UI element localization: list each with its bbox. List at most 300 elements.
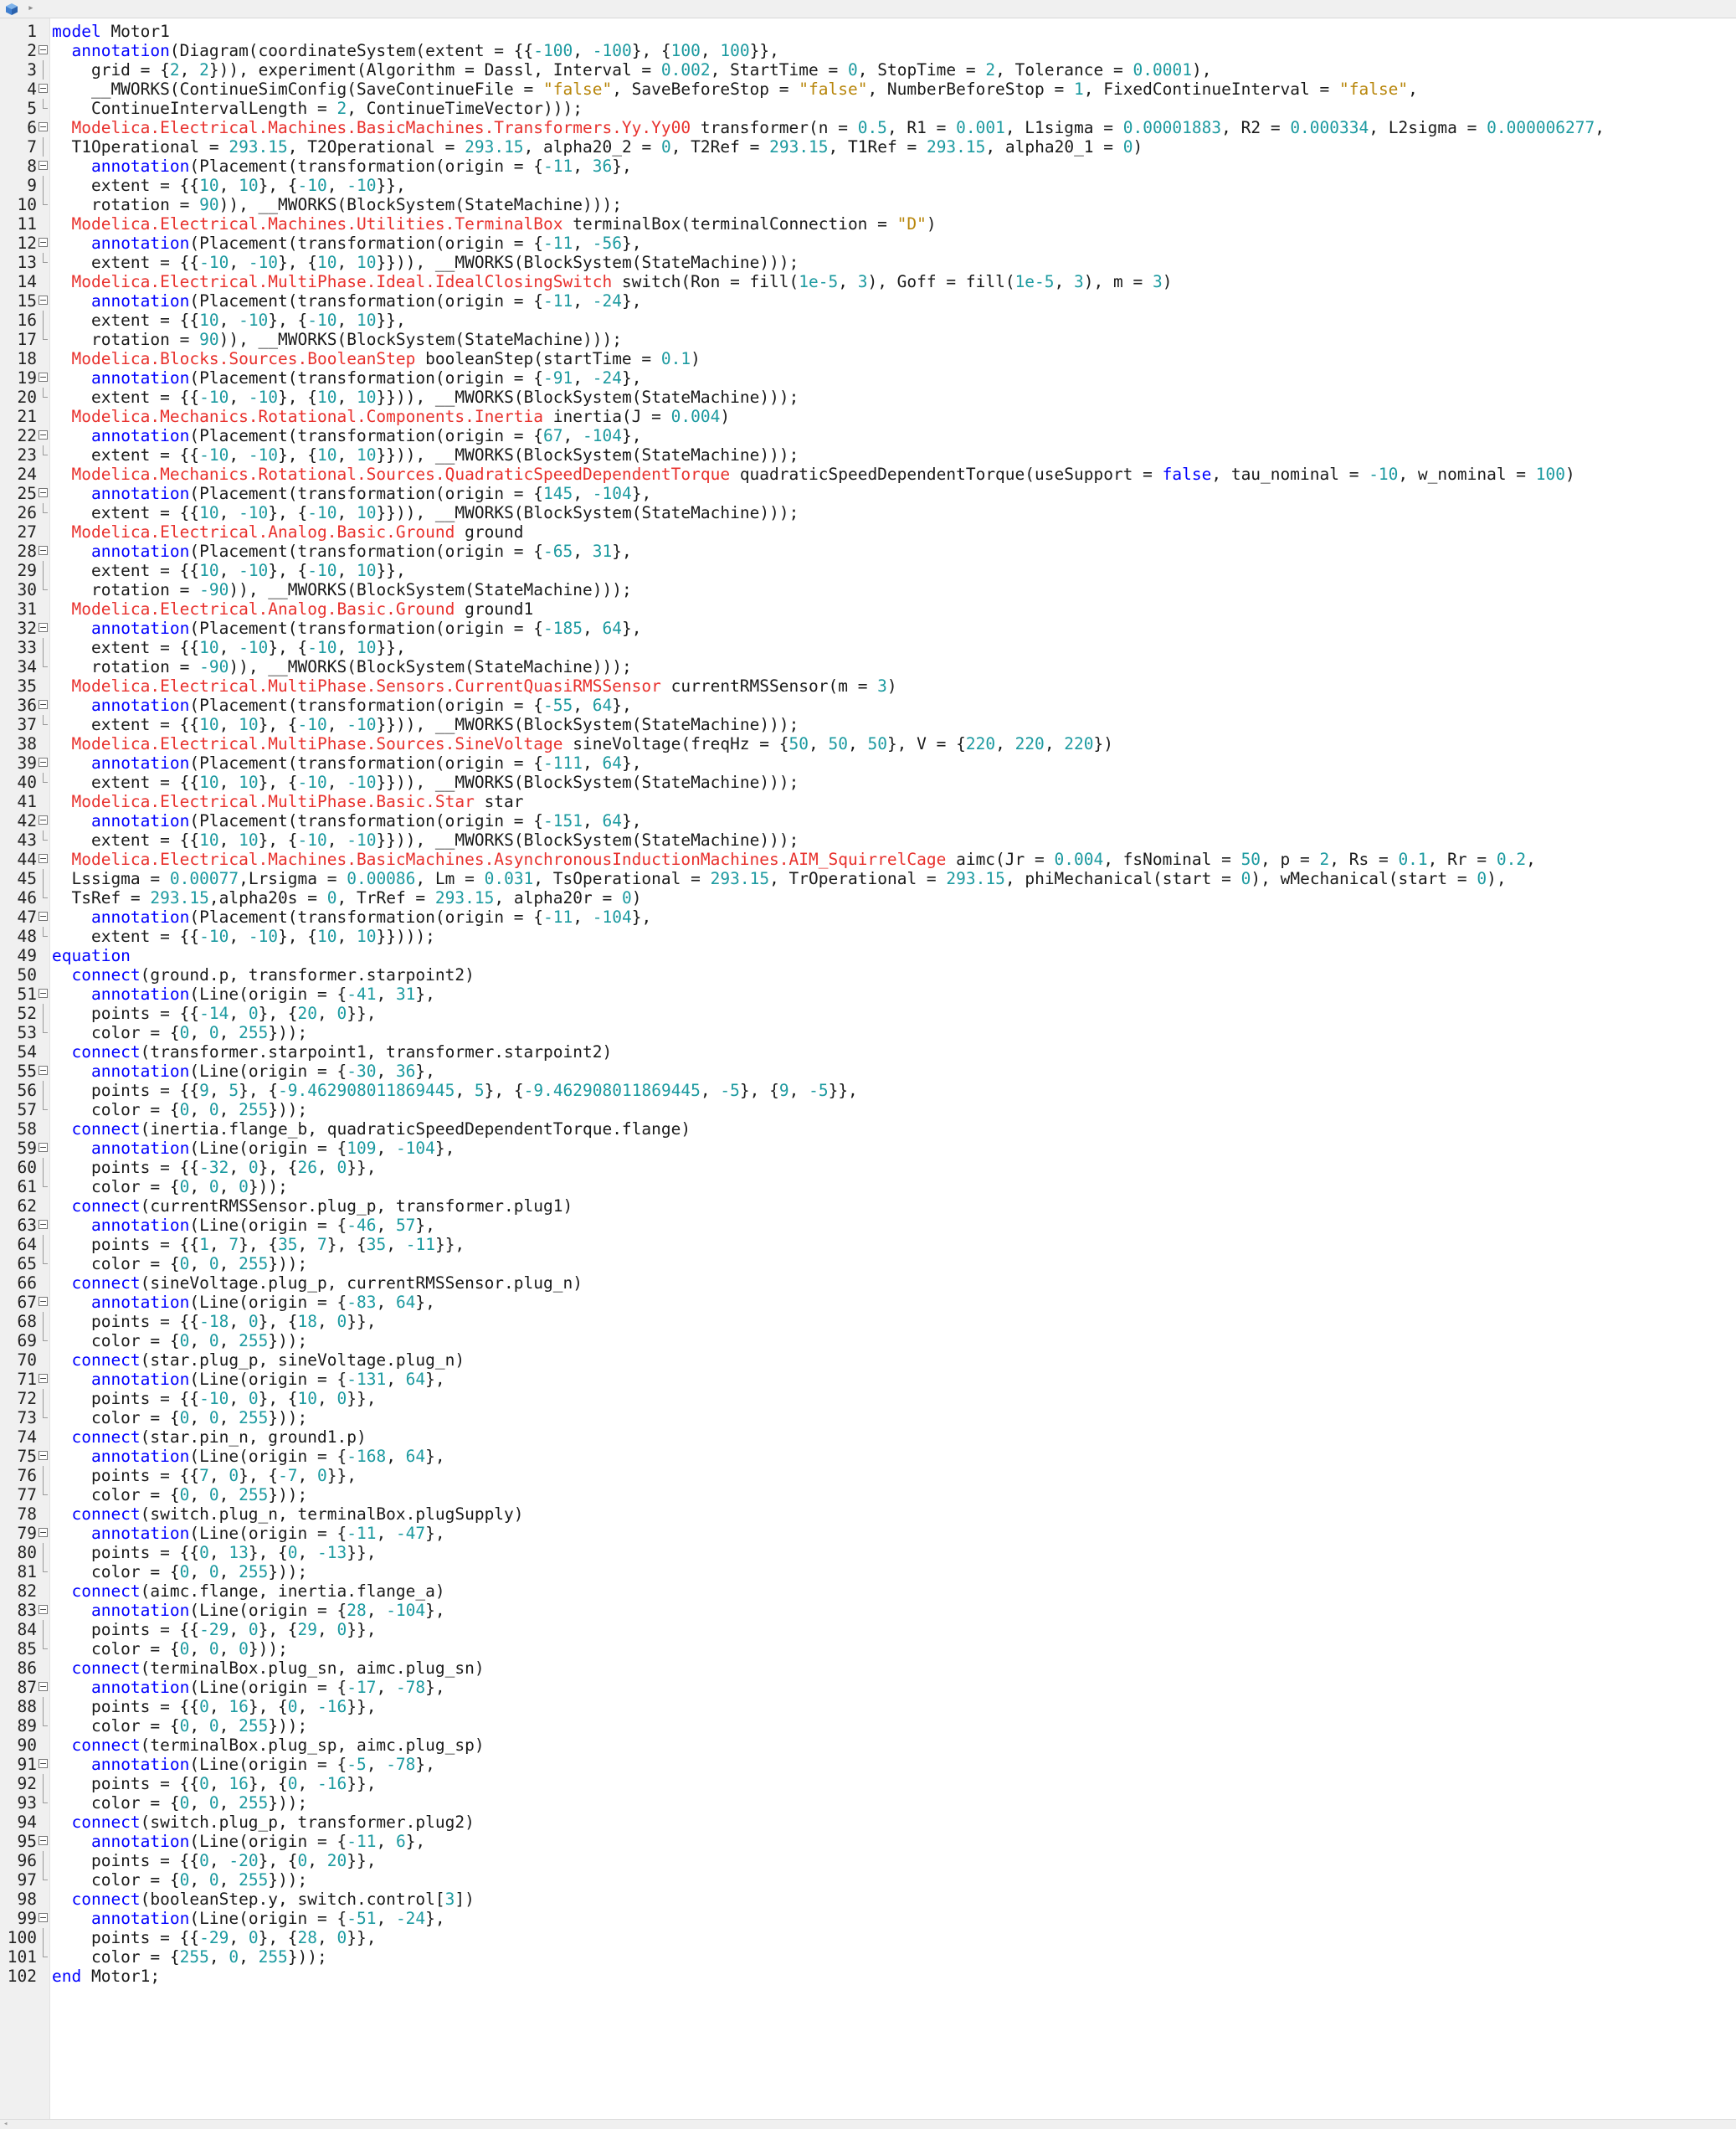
fold-guide [43, 1023, 44, 1033]
code-line[interactable] [0, 1370, 1736, 1389]
code-line[interactable] [0, 1331, 1736, 1350]
line-number: 25 [17, 484, 37, 503]
line-number: 49 [17, 946, 37, 965]
fold-guide [43, 1947, 44, 1957]
code-text: annotation(Line(origin = {-51, -24}, [90, 1909, 445, 1928]
line-number: 18 [17, 349, 37, 368]
line-number: 20 [17, 388, 37, 407]
code-line[interactable] [0, 638, 1736, 657]
code-text: points = {{9, 5}, {-9.462908011869445, 5}, {-9.462908011869445, -5}, {9, -5}}, [52, 1081, 858, 1100]
code-text: color = {0, 0, 255})); [52, 1023, 308, 1042]
fold-toggle-icon[interactable]: − [39, 699, 48, 710]
code-line[interactable] [0, 291, 1736, 311]
code-text: Modelica.Mechanics.Rotational.Components.Inertia inertia(J = 0.004) [71, 407, 731, 426]
code-line[interactable] [0, 715, 1736, 734]
code-text: __MWORKS(ContinueSimConfig(SaveContinueFile = "false", SaveBeforeStop = "false", NumberBeforeStop = 1, FixedContinueInterval = "false", [52, 80, 1418, 99]
line-number: 67 [17, 1293, 37, 1312]
fold-guide [43, 1485, 44, 1495]
fold-toggle-icon[interactable]: − [39, 1065, 48, 1076]
code-line[interactable] [0, 1967, 1736, 1986]
line-number: 77 [17, 1485, 37, 1504]
code-line[interactable] [0, 1832, 1736, 1851]
code-line[interactable] [0, 811, 1736, 831]
code-line[interactable] [0, 927, 1736, 946]
code-line[interactable] [0, 407, 1736, 426]
code-line[interactable] [0, 561, 1736, 580]
code-text: points = {{0, 16}, {0, -16}}, [52, 1697, 377, 1716]
code-line[interactable] [0, 850, 1736, 869]
code-line[interactable] [0, 1678, 1736, 1697]
code-text: grid = {2, 2})), experiment(Algorithm = Dassl, Interval = 0.002, StartTime = 0, StopTime = 2, Tolerance = 0.0001), [52, 60, 1212, 80]
code-line[interactable] [0, 1813, 1736, 1832]
code-line[interactable] [0, 1562, 1736, 1581]
code-line[interactable] [0, 1543, 1736, 1562]
code-line[interactable] [0, 1004, 1736, 1023]
code-line[interactable] [0, 657, 1736, 676]
code-line[interactable] [0, 60, 1736, 80]
code-line[interactable] [0, 869, 1736, 888]
code-text: annotation(Placement(transformation(origin = {-91, -24}, [90, 368, 642, 388]
fold-toggle-icon[interactable]: − [39, 429, 48, 440]
code-text: annotation(Line(origin = {-131, 64}, [90, 1370, 445, 1389]
code-line[interactable] [0, 157, 1736, 176]
code-text: equation [52, 946, 131, 965]
fold-guide [43, 561, 44, 580]
chevron-right-icon[interactable]: ▸ [28, 2, 34, 14]
line-number: 39 [17, 753, 37, 773]
code-line[interactable] [0, 734, 1736, 753]
horizontal-scrollbar[interactable] [0, 2119, 1736, 2129]
code-line[interactable] [0, 484, 1736, 503]
code-text: extent = {{10, 10}, {-10, -10}})), __MWORKS(BlockSystem(StateMachine))); [52, 831, 799, 850]
fold-guide [43, 657, 44, 667]
line-number: 8 [27, 157, 37, 176]
line-number: 86 [17, 1658, 37, 1678]
line-number: 83 [17, 1601, 37, 1620]
code-text: annotation(Line(origin = {-41, 31}, [90, 985, 435, 1004]
code-text: annotation(Line(origin = {-11, -47}, [90, 1524, 445, 1543]
code-line[interactable] [0, 1504, 1736, 1524]
code-editor[interactable] [0, 22, 1736, 1986]
fold-guide [43, 831, 44, 841]
fold-toggle-icon[interactable]: − [39, 545, 48, 556]
code-line[interactable] [0, 426, 1736, 445]
code-text: connect(booleanStep.y, switch.control[3]) [71, 1890, 475, 1909]
code-text: Modelica.Electrical.MultiPhase.Basic.Star star [71, 792, 524, 811]
line-number: 76 [17, 1466, 37, 1485]
code-line[interactable] [0, 1408, 1736, 1427]
code-text: extent = {{10, 10}, {-10, -10}}, [52, 176, 406, 195]
code-line[interactable] [0, 1100, 1736, 1119]
code-text: annotation(Placement(transformation(origin = {-65, 31}, [90, 542, 632, 561]
fold-guide [43, 1235, 44, 1254]
code-line[interactable] [0, 1870, 1736, 1890]
fold-toggle-icon[interactable]: − [39, 1142, 48, 1153]
fold-guide [43, 927, 44, 937]
line-number: 60 [17, 1158, 37, 1177]
fold-guide [43, 1562, 44, 1572]
code-text: annotation(Placement(transformation(origin = {-11, -104}, [90, 908, 652, 927]
code-line[interactable] [0, 214, 1736, 234]
code-line[interactable] [0, 1639, 1736, 1658]
code-line[interactable] [0, 1774, 1736, 1793]
line-number: 46 [17, 888, 37, 908]
line-number: 95 [17, 1832, 37, 1851]
code-text: Modelica.Electrical.Machines.Utilities.TerminalBox terminalBox(terminalConnection = "D") [71, 214, 937, 234]
code-text: points = {{0, 13}, {0, -13}}, [52, 1543, 377, 1562]
code-text: points = {{7, 0}, {-7, 0}}, [52, 1466, 357, 1485]
code-line[interactable] [0, 522, 1736, 542]
line-number: 89 [17, 1716, 37, 1736]
line-number: 43 [17, 831, 37, 850]
code-line[interactable] [0, 503, 1736, 522]
code-line[interactable] [0, 1755, 1736, 1774]
code-line[interactable] [0, 1254, 1736, 1273]
fold-toggle-icon[interactable]: − [39, 1219, 48, 1230]
line-number: 85 [17, 1639, 37, 1658]
line-number: 92 [17, 1774, 37, 1793]
line-number: 70 [17, 1350, 37, 1370]
line-number: 7 [27, 137, 37, 157]
code-text: extent = {{10, 10}, {-10, -10}})), __MWORKS(BlockSystem(StateMachine))); [52, 773, 799, 792]
line-number: 91 [17, 1755, 37, 1774]
fold-guide [43, 1100, 44, 1110]
line-number: 6 [27, 118, 37, 137]
fold-guide [43, 1716, 44, 1726]
code-text: annotation(Placement(transformation(origin = {67, -104}, [90, 426, 642, 445]
code-text: rotation = 90)), __MWORKS(BlockSystem(StateMachine))); [52, 330, 622, 349]
line-number: 54 [17, 1042, 37, 1062]
code-text: annotation(Placement(transformation(origin = {-11, -56}, [90, 234, 642, 253]
code-line[interactable] [0, 1947, 1736, 1967]
code-line[interactable] [0, 1196, 1736, 1216]
code-line[interactable] [0, 137, 1736, 157]
code-text: points = {{-14, 0}, {20, 0}}, [52, 1004, 377, 1023]
code-line[interactable] [0, 465, 1736, 484]
code-text: annotation(Line(origin = {-17, -78}, [90, 1678, 445, 1697]
fold-toggle-icon[interactable]: − [39, 44, 48, 55]
code-text: rotation = -90)), __MWORKS(BlockSystem(StateMachine))); [52, 580, 632, 599]
fold-toggle-icon[interactable]: − [39, 121, 48, 132]
code-line[interactable] [0, 349, 1736, 368]
code-text: extent = {{10, -10}, {-10, 10}})), __MWORKS(BlockSystem(StateMachine))); [52, 503, 799, 522]
code-text: color = {0, 0, 255})); [52, 1870, 308, 1890]
line-number: 64 [17, 1235, 37, 1254]
fold-guide [43, 99, 44, 109]
fold-toggle-icon[interactable]: − [39, 988, 48, 999]
fold-guide [43, 253, 44, 263]
code-line[interactable] [0, 965, 1736, 985]
code-text: points = {{-18, 0}, {18, 0}}, [52, 1312, 377, 1331]
code-line[interactable] [0, 41, 1736, 60]
code-text: annotation(Line(origin = {28, -104}, [90, 1601, 445, 1620]
code-text: color = {0, 0, 255})); [52, 1716, 308, 1736]
fold-guide [43, 1158, 44, 1177]
line-number: 21 [17, 407, 37, 426]
fold-toggle-icon[interactable]: − [39, 1835, 48, 1846]
line-number: 4 [27, 80, 37, 99]
code-line[interactable] [0, 696, 1736, 715]
code-text: extent = {{10, 10}, {-10, -10}})), __MWORKS(BlockSystem(StateMachine))); [52, 715, 799, 734]
line-number: 56 [17, 1081, 37, 1100]
code-line[interactable] [0, 388, 1736, 407]
line-number: 94 [17, 1813, 37, 1832]
cube-icon[interactable] [5, 3, 18, 16]
code-text: T1Operational = 293.15, T2Operational = 293.15, alpha20_2 = 0, T2Ref = 293.15, T1Ref = 293.15, alpha20_1 = 0) [52, 137, 1143, 157]
fold-guide [43, 1543, 44, 1562]
code-line[interactable] [0, 1235, 1736, 1254]
code-text: Modelica.Electrical.MultiPhase.Sensors.CurrentQuasiRMSSensor currentRMSSensor(m = 3) [71, 676, 897, 696]
code-line[interactable] [0, 1389, 1736, 1408]
line-number: 23 [17, 445, 37, 465]
code-line[interactable] [0, 99, 1736, 118]
code-line[interactable] [0, 1485, 1736, 1504]
code-text: points = {{1, 7}, {35, 7}, {35, -11}}, [52, 1235, 465, 1254]
line-number: 51 [17, 985, 37, 1004]
code-line[interactable] [0, 1620, 1736, 1639]
code-line[interactable] [0, 1890, 1736, 1909]
code-text: annotation(Line(origin = {-83, 64}, [90, 1293, 435, 1312]
code-line[interactable] [0, 1350, 1736, 1370]
fold-toggle-icon[interactable]: − [39, 1373, 48, 1384]
line-number: 15 [17, 291, 37, 311]
line-number: 29 [17, 561, 37, 580]
fold-toggle-icon[interactable]: − [39, 853, 48, 864]
code-line[interactable] [0, 80, 1736, 99]
code-text: connect(star.plug_p, sineVoltage.plug_n) [71, 1350, 465, 1370]
code-line[interactable] [0, 253, 1736, 272]
code-text: connect(ground.p, transformer.starpoint2) [71, 965, 475, 985]
code-line[interactable] [0, 888, 1736, 908]
code-line[interactable] [0, 1601, 1736, 1620]
code-line[interactable] [0, 1312, 1736, 1331]
line-number: 26 [17, 503, 37, 522]
fold-toggle-icon[interactable]: − [39, 237, 48, 248]
line-number: 52 [17, 1004, 37, 1023]
code-line[interactable] [0, 1273, 1736, 1293]
fold-toggle-icon[interactable]: − [39, 1527, 48, 1538]
fold-guide [43, 1851, 44, 1870]
line-number: 62 [17, 1196, 37, 1216]
code-text: annotation(Line(origin = {-46, 57}, [90, 1216, 435, 1235]
code-line[interactable] [0, 1042, 1736, 1062]
fold-guide [43, 1928, 44, 1947]
line-number: 99 [17, 1909, 37, 1928]
fold-guide [43, 638, 44, 657]
fold-guide [43, 195, 44, 205]
code-line[interactable] [0, 1716, 1736, 1736]
line-number: 34 [17, 657, 37, 676]
code-line[interactable] [0, 792, 1736, 811]
code-line[interactable] [0, 272, 1736, 291]
code-text: color = {0, 0, 255})); [52, 1254, 308, 1273]
code-line[interactable] [0, 773, 1736, 792]
code-line[interactable] [0, 1023, 1736, 1042]
code-text: connect(terminalBox.plug_sn, aimc.plug_sn) [71, 1658, 485, 1678]
line-number: 45 [17, 869, 37, 888]
line-number: 3 [27, 60, 37, 80]
code-text: points = {{-32, 0}, {26, 0}}, [52, 1158, 377, 1177]
line-number: 2 [27, 41, 37, 60]
code-line[interactable] [0, 1658, 1736, 1678]
line-number: 69 [17, 1331, 37, 1350]
code-line[interactable] [0, 1466, 1736, 1485]
code-text: color = {0, 0, 255})); [52, 1485, 308, 1504]
code-line[interactable] [0, 1909, 1736, 1928]
line-number: 35 [17, 676, 37, 696]
line-number: 63 [17, 1216, 37, 1235]
code-line[interactable] [0, 1447, 1736, 1466]
code-line[interactable] [0, 1851, 1736, 1870]
code-line[interactable] [0, 311, 1736, 330]
fold-toggle-icon[interactable]: − [39, 295, 48, 306]
code-text: extent = {{10, -10}, {-10, 10}}, [52, 311, 406, 330]
code-line[interactable] [0, 445, 1736, 465]
fold-toggle-icon[interactable]: − [39, 160, 48, 171]
code-line[interactable] [0, 1427, 1736, 1447]
code-line[interactable] [0, 368, 1736, 388]
code-text: annotation(Line(origin = {-11, 6}, [90, 1832, 426, 1851]
code-line[interactable] [0, 831, 1736, 850]
fold-guide [43, 330, 44, 340]
code-line[interactable] [0, 580, 1736, 599]
line-number: 10 [17, 195, 37, 214]
code-line[interactable] [0, 1697, 1736, 1716]
code-line[interactable] [0, 599, 1736, 619]
line-number: 59 [17, 1139, 37, 1158]
code-line[interactable] [0, 234, 1736, 253]
code-line[interactable] [0, 195, 1736, 214]
code-text: color = {0, 0, 0})); [52, 1639, 288, 1658]
code-text: extent = {{-10, -10}, {10, 10}})), __MWORKS(BlockSystem(StateMachine))); [52, 253, 799, 272]
fold-toggle-icon[interactable]: − [39, 487, 48, 498]
code-line[interactable] [0, 118, 1736, 137]
scroll-left-icon[interactable]: ◂ [3, 2120, 8, 2128]
code-text: rotation = -90)), __MWORKS(BlockSystem(StateMachine))); [52, 657, 632, 676]
line-number: 61 [17, 1177, 37, 1196]
code-line[interactable] [0, 1581, 1736, 1601]
fold-guide [43, 1774, 44, 1793]
code-line[interactable] [0, 1293, 1736, 1312]
code-line[interactable] [0, 176, 1736, 195]
fold-toggle-icon[interactable]: − [39, 1681, 48, 1692]
line-number: 9 [27, 176, 37, 195]
fold-guide [43, 1081, 44, 1100]
code-line[interactable] [0, 1793, 1736, 1813]
line-number: 38 [17, 734, 37, 753]
code-text: color = {0, 0, 255})); [52, 1100, 308, 1119]
code-line[interactable] [0, 1062, 1736, 1081]
line-number: 5 [27, 99, 37, 118]
fold-toggle-icon[interactable]: − [39, 1296, 48, 1307]
fold-guide [43, 1408, 44, 1418]
code-text: points = {{-29, 0}, {28, 0}}, [52, 1928, 377, 1947]
fold-toggle-icon[interactable]: − [39, 815, 48, 825]
line-number: 65 [17, 1254, 37, 1273]
code-line[interactable] [0, 1139, 1736, 1158]
code-line[interactable] [0, 330, 1736, 349]
code-text: annotation(Line(origin = {-168, 64}, [90, 1447, 445, 1466]
code-line[interactable] [0, 1119, 1736, 1139]
fold-guide [43, 1620, 44, 1639]
line-number: 50 [17, 965, 37, 985]
code-line[interactable] [0, 1928, 1736, 1947]
fold-guide [43, 869, 44, 888]
code-line[interactable] [0, 542, 1736, 561]
code-line[interactable] [0, 1158, 1736, 1177]
code-text: Modelica.Blocks.Sources.BooleanStep booleanStep(startTime = 0.1) [71, 349, 701, 368]
fold-toggle-icon[interactable]: − [39, 83, 48, 94]
fold-toggle-icon[interactable]: − [39, 1758, 48, 1769]
code-text: annotation(Line(origin = {109, -104}, [90, 1139, 455, 1158]
line-number: 80 [17, 1543, 37, 1562]
code-text: Modelica.Electrical.Analog.Basic.Ground ground1 [71, 599, 534, 619]
code-text: annotation(Placement(transformation(origin = {-55, 64}, [90, 696, 632, 715]
code-text: annotation(Placement(transformation(origin = {-151, 64}, [90, 811, 642, 831]
fold-guide [43, 1870, 44, 1880]
code-text: Modelica.Mechanics.Rotational.Sources.QuadraticSpeedDependentTorque quadraticSpeedDependentTorque(useSupport = false, tau_nominal = -10, w_nominal = 100) [71, 465, 1575, 484]
code-text: extent = {{10, -10}, {-10, 10}}, [52, 561, 406, 580]
line-number: 73 [17, 1408, 37, 1427]
fold-toggle-icon[interactable]: − [39, 1450, 48, 1461]
fold-guide [43, 60, 44, 80]
code-text: Lssigma = 0.00077,Lrsigma = 0.00086, Lm = 0.031, TsOperational = 293.15, TrOperational = 293.15, phiMechanical(start = 0), wMechanical(start = 0), [52, 869, 1507, 888]
code-text: extent = {{-10, -10}, {10, 10}})), __MWORKS(BlockSystem(StateMachine))); [52, 388, 799, 407]
line-number: 17 [17, 330, 37, 349]
code-text: points = {{-29, 0}, {29, 0}}, [52, 1620, 377, 1639]
code-line[interactable] [0, 946, 1736, 965]
fold-toggle-icon[interactable]: − [39, 1912, 48, 1923]
line-number: 12 [17, 234, 37, 253]
line-number: 93 [17, 1793, 37, 1813]
code-line[interactable] [0, 22, 1736, 41]
code-line[interactable] [0, 753, 1736, 773]
line-number: 31 [17, 599, 37, 619]
code-text: connect(currentRMSSensor.plug_p, transformer.plug1) [71, 1196, 573, 1216]
code-text: color = {0, 0, 255})); [52, 1562, 308, 1581]
code-line[interactable] [0, 1524, 1736, 1543]
fold-guide [43, 1004, 44, 1023]
fold-toggle-icon[interactable]: − [39, 757, 48, 768]
code-text: annotation(Line(origin = {-5, -78}, [90, 1755, 435, 1774]
code-text: annotation(Placement(transformation(origin = {-11, -24}, [90, 291, 642, 311]
fold-guide [43, 1793, 44, 1803]
fold-toggle-icon[interactable]: − [39, 911, 48, 922]
code-line[interactable] [0, 908, 1736, 927]
fold-toggle-icon[interactable]: − [39, 622, 48, 633]
fold-guide [43, 773, 44, 783]
line-number: 68 [17, 1312, 37, 1331]
line-number: 90 [17, 1736, 37, 1755]
line-number: 22 [17, 426, 37, 445]
code-line[interactable] [0, 1216, 1736, 1235]
line-number: 72 [17, 1389, 37, 1408]
fold-toggle-icon[interactable]: − [39, 372, 48, 383]
code-line[interactable] [0, 676, 1736, 696]
line-number: 1 [27, 22, 37, 41]
fold-toggle-icon[interactable]: − [39, 1604, 48, 1615]
code-line[interactable] [0, 1736, 1736, 1755]
code-text: connect(inertia.flange_b, quadraticSpeedDependentTorque.flange) [71, 1119, 691, 1139]
fold-guide [43, 1177, 44, 1187]
code-text: connect(terminalBox.plug_sp, aimc.plug_sp) [71, 1736, 485, 1755]
code-line[interactable] [0, 1081, 1736, 1100]
code-line[interactable] [0, 985, 1736, 1004]
line-number: 24 [17, 465, 37, 484]
code-line[interactable] [0, 1177, 1736, 1196]
code-text: color = {0, 0, 0})); [52, 1177, 288, 1196]
code-line[interactable] [0, 619, 1736, 638]
